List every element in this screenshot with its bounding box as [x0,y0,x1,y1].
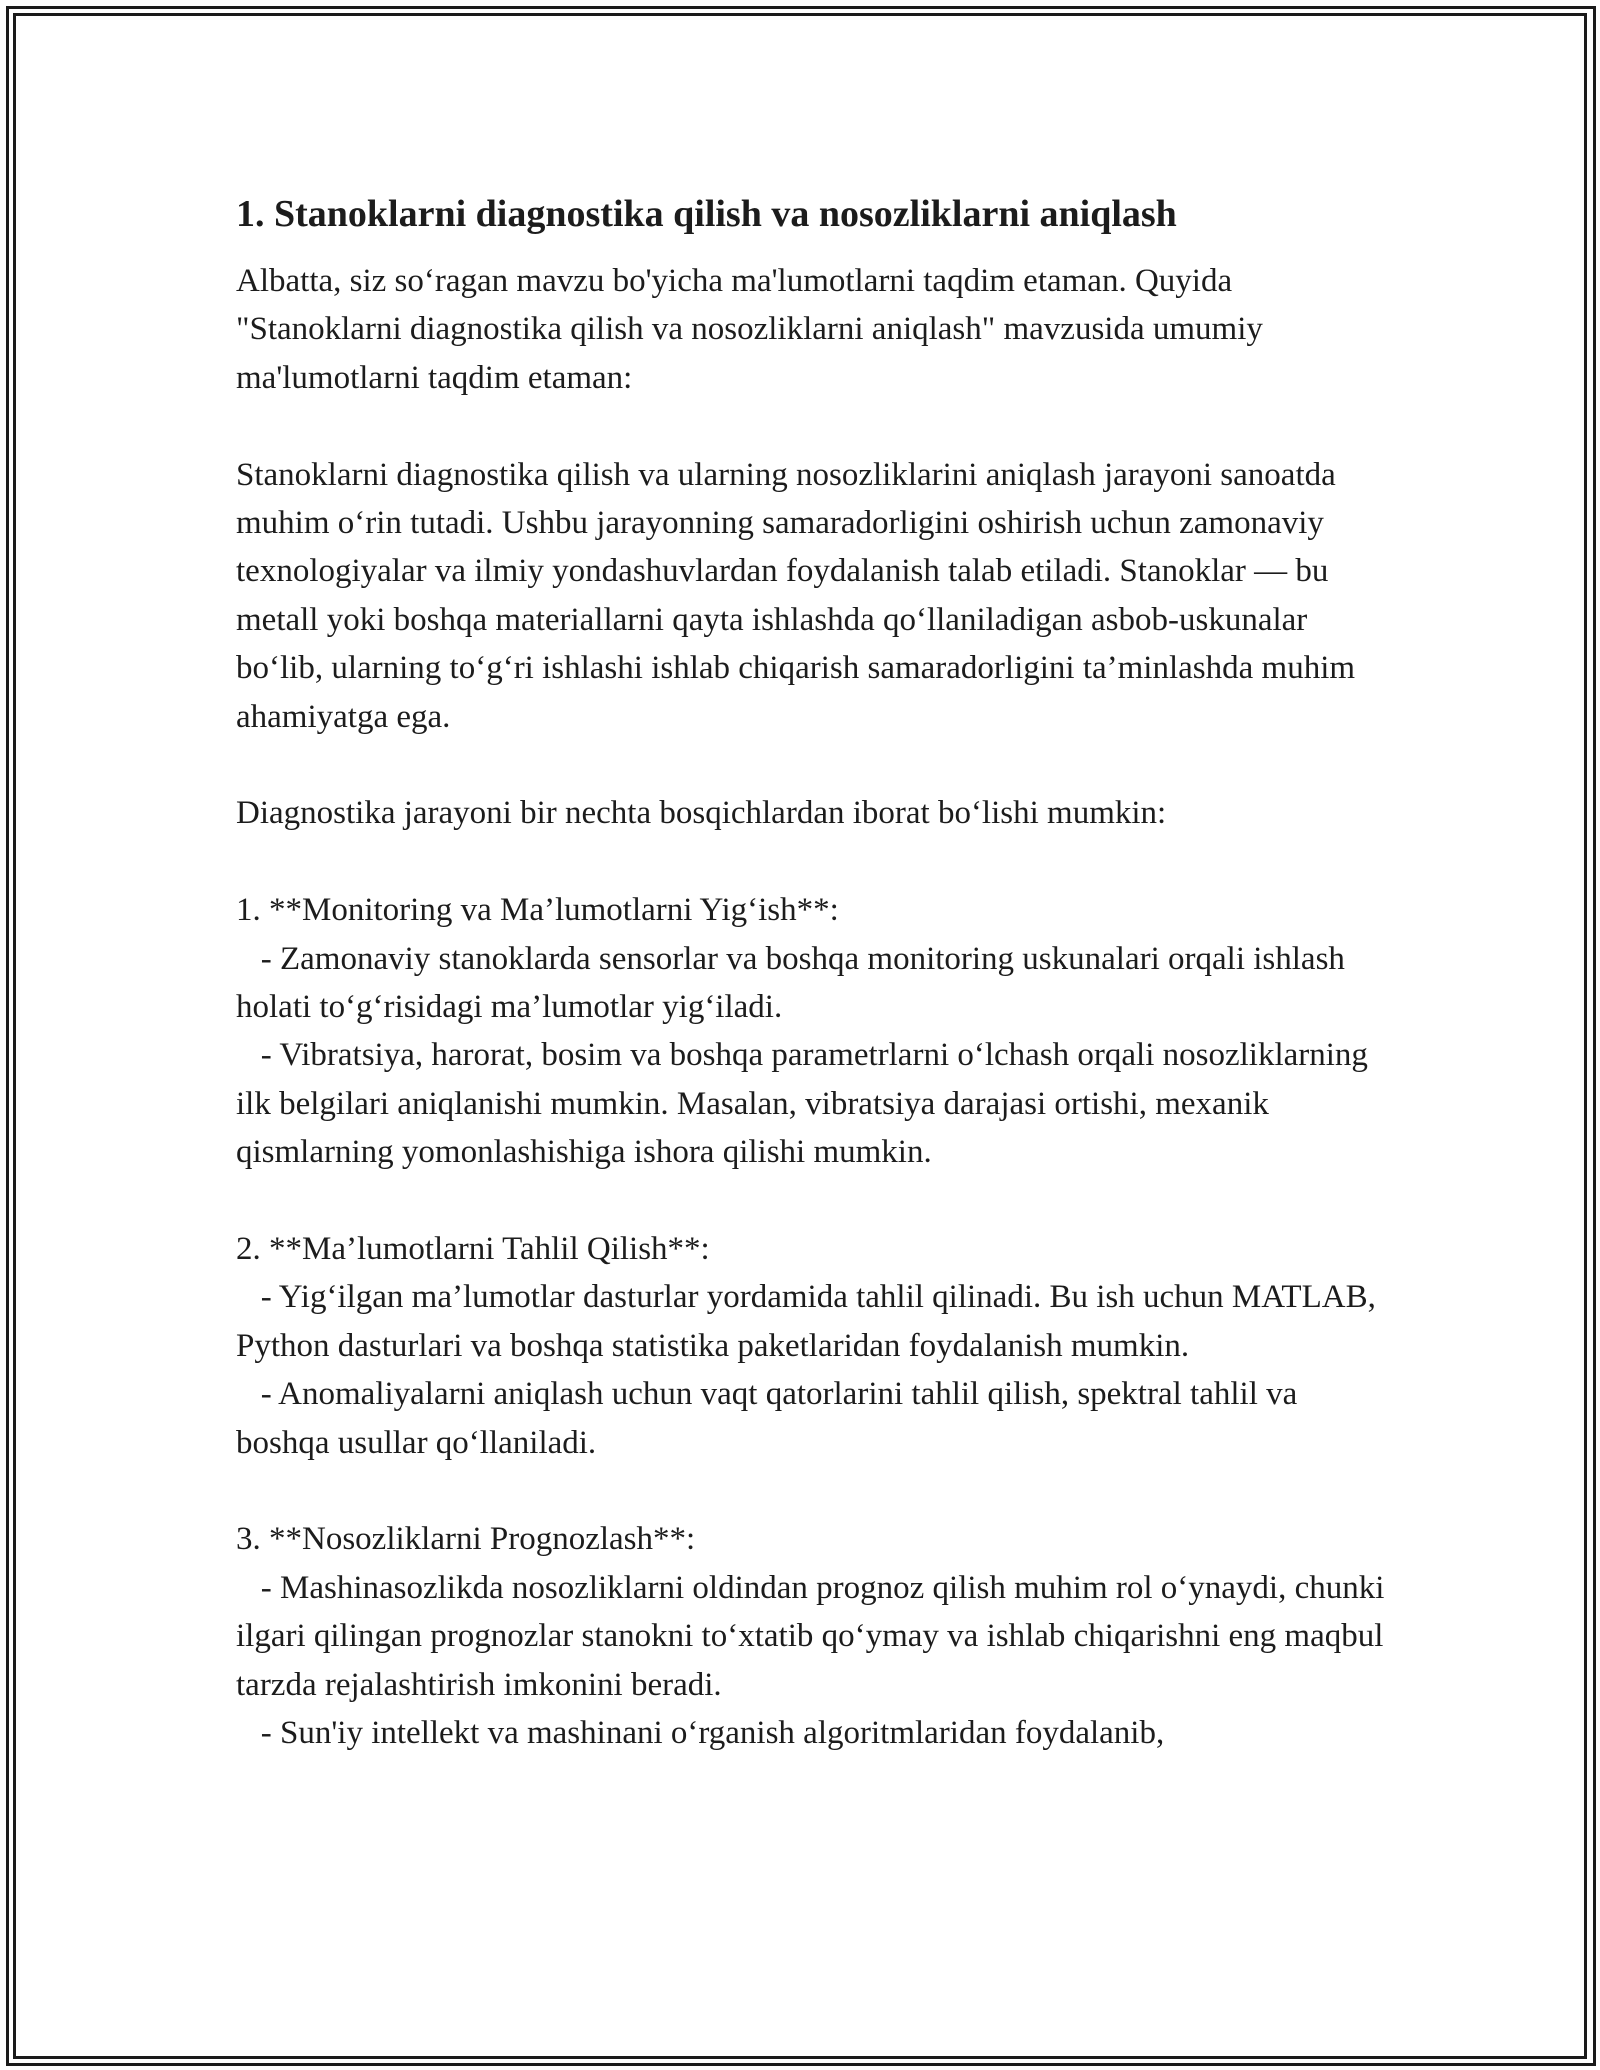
intro-paragraph: Albatta, siz so‘ragan mavzu bo'yicha ma'lumotlarni taqdim etaman. Quyida "Stanoklarni diagnostika qilish va nosozliklarni aniqlash" mavzusida umumiy ma'lumotlarni taqdim etaman: [236,263,1272,396]
section-bullet: - Yig‘ilgan ma’lumotlar dasturlar yordamida tahlil qilinadi. Bu ish uchun MATLAB, Python dasturlari va boshqa statistika paketlaridan foydalanish mumkin. [236,1279,1385,1364]
body-paragraph: Diagnostika jarayoni bir nechta bosqichlardan iborat bo‘lishi mumkin: [236,795,1167,832]
paragraph-gap [236,1177,1386,1225]
section-bullet: - Vibratsiya, harorat, bosim va boshqa parametrlarni o‘lchash orqali nosozliklarning ilk belgilari aniqlanishi mumkin. Masalan, vibratsiya darajasi ortishi, mexanik qismlarning yomonlashishiga ishora qilishi mumkin. [236,1037,1377,1171]
body-paragraph: Stanoklarni diagnostika qilish va ularning nosozliklarini aniqlash jarayoni sanoatda muhim o‘rin tutadi. Ushbu jarayonning samaradorligini oshirish uchun zamonaviy texnologiyalar va ilmiy yondashuvlardan foydalanish talab etiladi. Stanoklar — bu metall yoki boshqa materiallarni qayta ishlashda qo‘llaniladigan asbob-uskunalar bo‘lib, ularning to‘g‘ri ishlashi ishlab chiqarish samaradorligini ta’minlashda muhim ahamiyatga ega. [236,456,1364,735]
section-title: 2. **Ma’lumotlarni Tahlil Qilish**: [236,1231,710,1268]
paragraph-gap [236,741,1386,789]
section-bullet: - Sun'iy intellekt va mashinani o‘rganish algoritmlaridan foydalanib, [236,1715,1165,1752]
section-bullet: - Zamonaviy stanoklarda sensorlar va boshqa monitoring uskunalari orqali ishlash holati to‘g‘risidagi ma’lumotlar yig‘iladi. [236,940,1354,1026]
document-page [236,185,1393,1758]
paragraph-gap [236,402,1386,450]
paragraph-gap [236,838,1386,886]
section-title: 1. **Monitoring va Ma’lumotlarni Yig‘ish**: [236,892,839,929]
paragraph-gap [236,1467,1386,1515]
section-bullet: - Mashinasozlikda nosozliklarni oldindan prognoz qilish muhim rol o‘ynaydi, chunki ilgari qilingan prognozlar stanokni to‘xtatib qo‘ymay va ishlab chiqarishni eng maqbul tarzda rejalashtirish imkonini beradi. [236,1569,1393,1703]
section-bullet: - Anomaliyalarni aniqlash uchun vaqt qatorlarini tahlil qilish, spektral tahlil va boshqa usullar qo‘llaniladi. [236,1376,1306,1461]
document-heading: 1. Stanoklarni diagnostika qilish va nosozliklarni aniqlash [236,193,1177,235]
section-title: 3. **Nosozliklarni Prognozlash**: [236,1521,696,1558]
